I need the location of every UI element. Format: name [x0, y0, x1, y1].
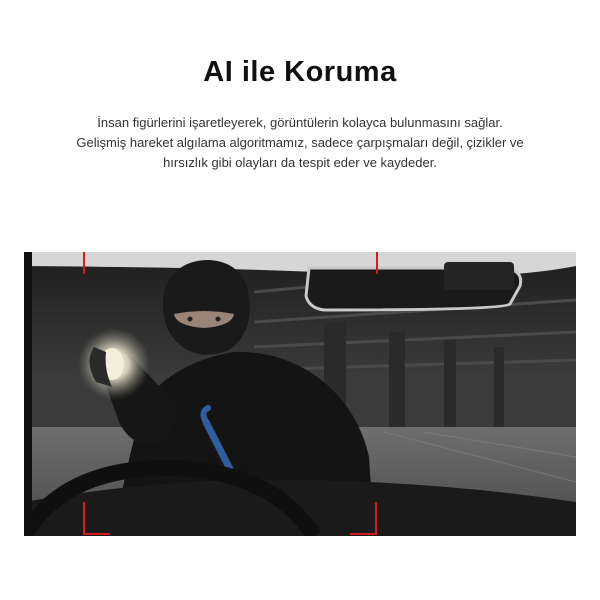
- dashcam-device: [444, 262, 514, 290]
- section-description: [40, 113, 560, 173]
- balaclava-head: [163, 260, 250, 355]
- section-title: AI ile Koruma: [203, 56, 397, 88]
- description-line-3: hırsızlık gibi olayları da tespit eder ve kaydeder.: [163, 155, 437, 170]
- description-line-1: İnsan figürlerini işaretleyerek, görüntülerin kolayca bulunmasını sağlar.: [97, 115, 503, 130]
- parking-garage-scene: [24, 252, 576, 536]
- description-line-2: Gelişmiş hareket algılama algoritmamız, sadece çarpışmaları değil, çizikler ve: [76, 135, 524, 150]
- promo-image: [24, 252, 576, 536]
